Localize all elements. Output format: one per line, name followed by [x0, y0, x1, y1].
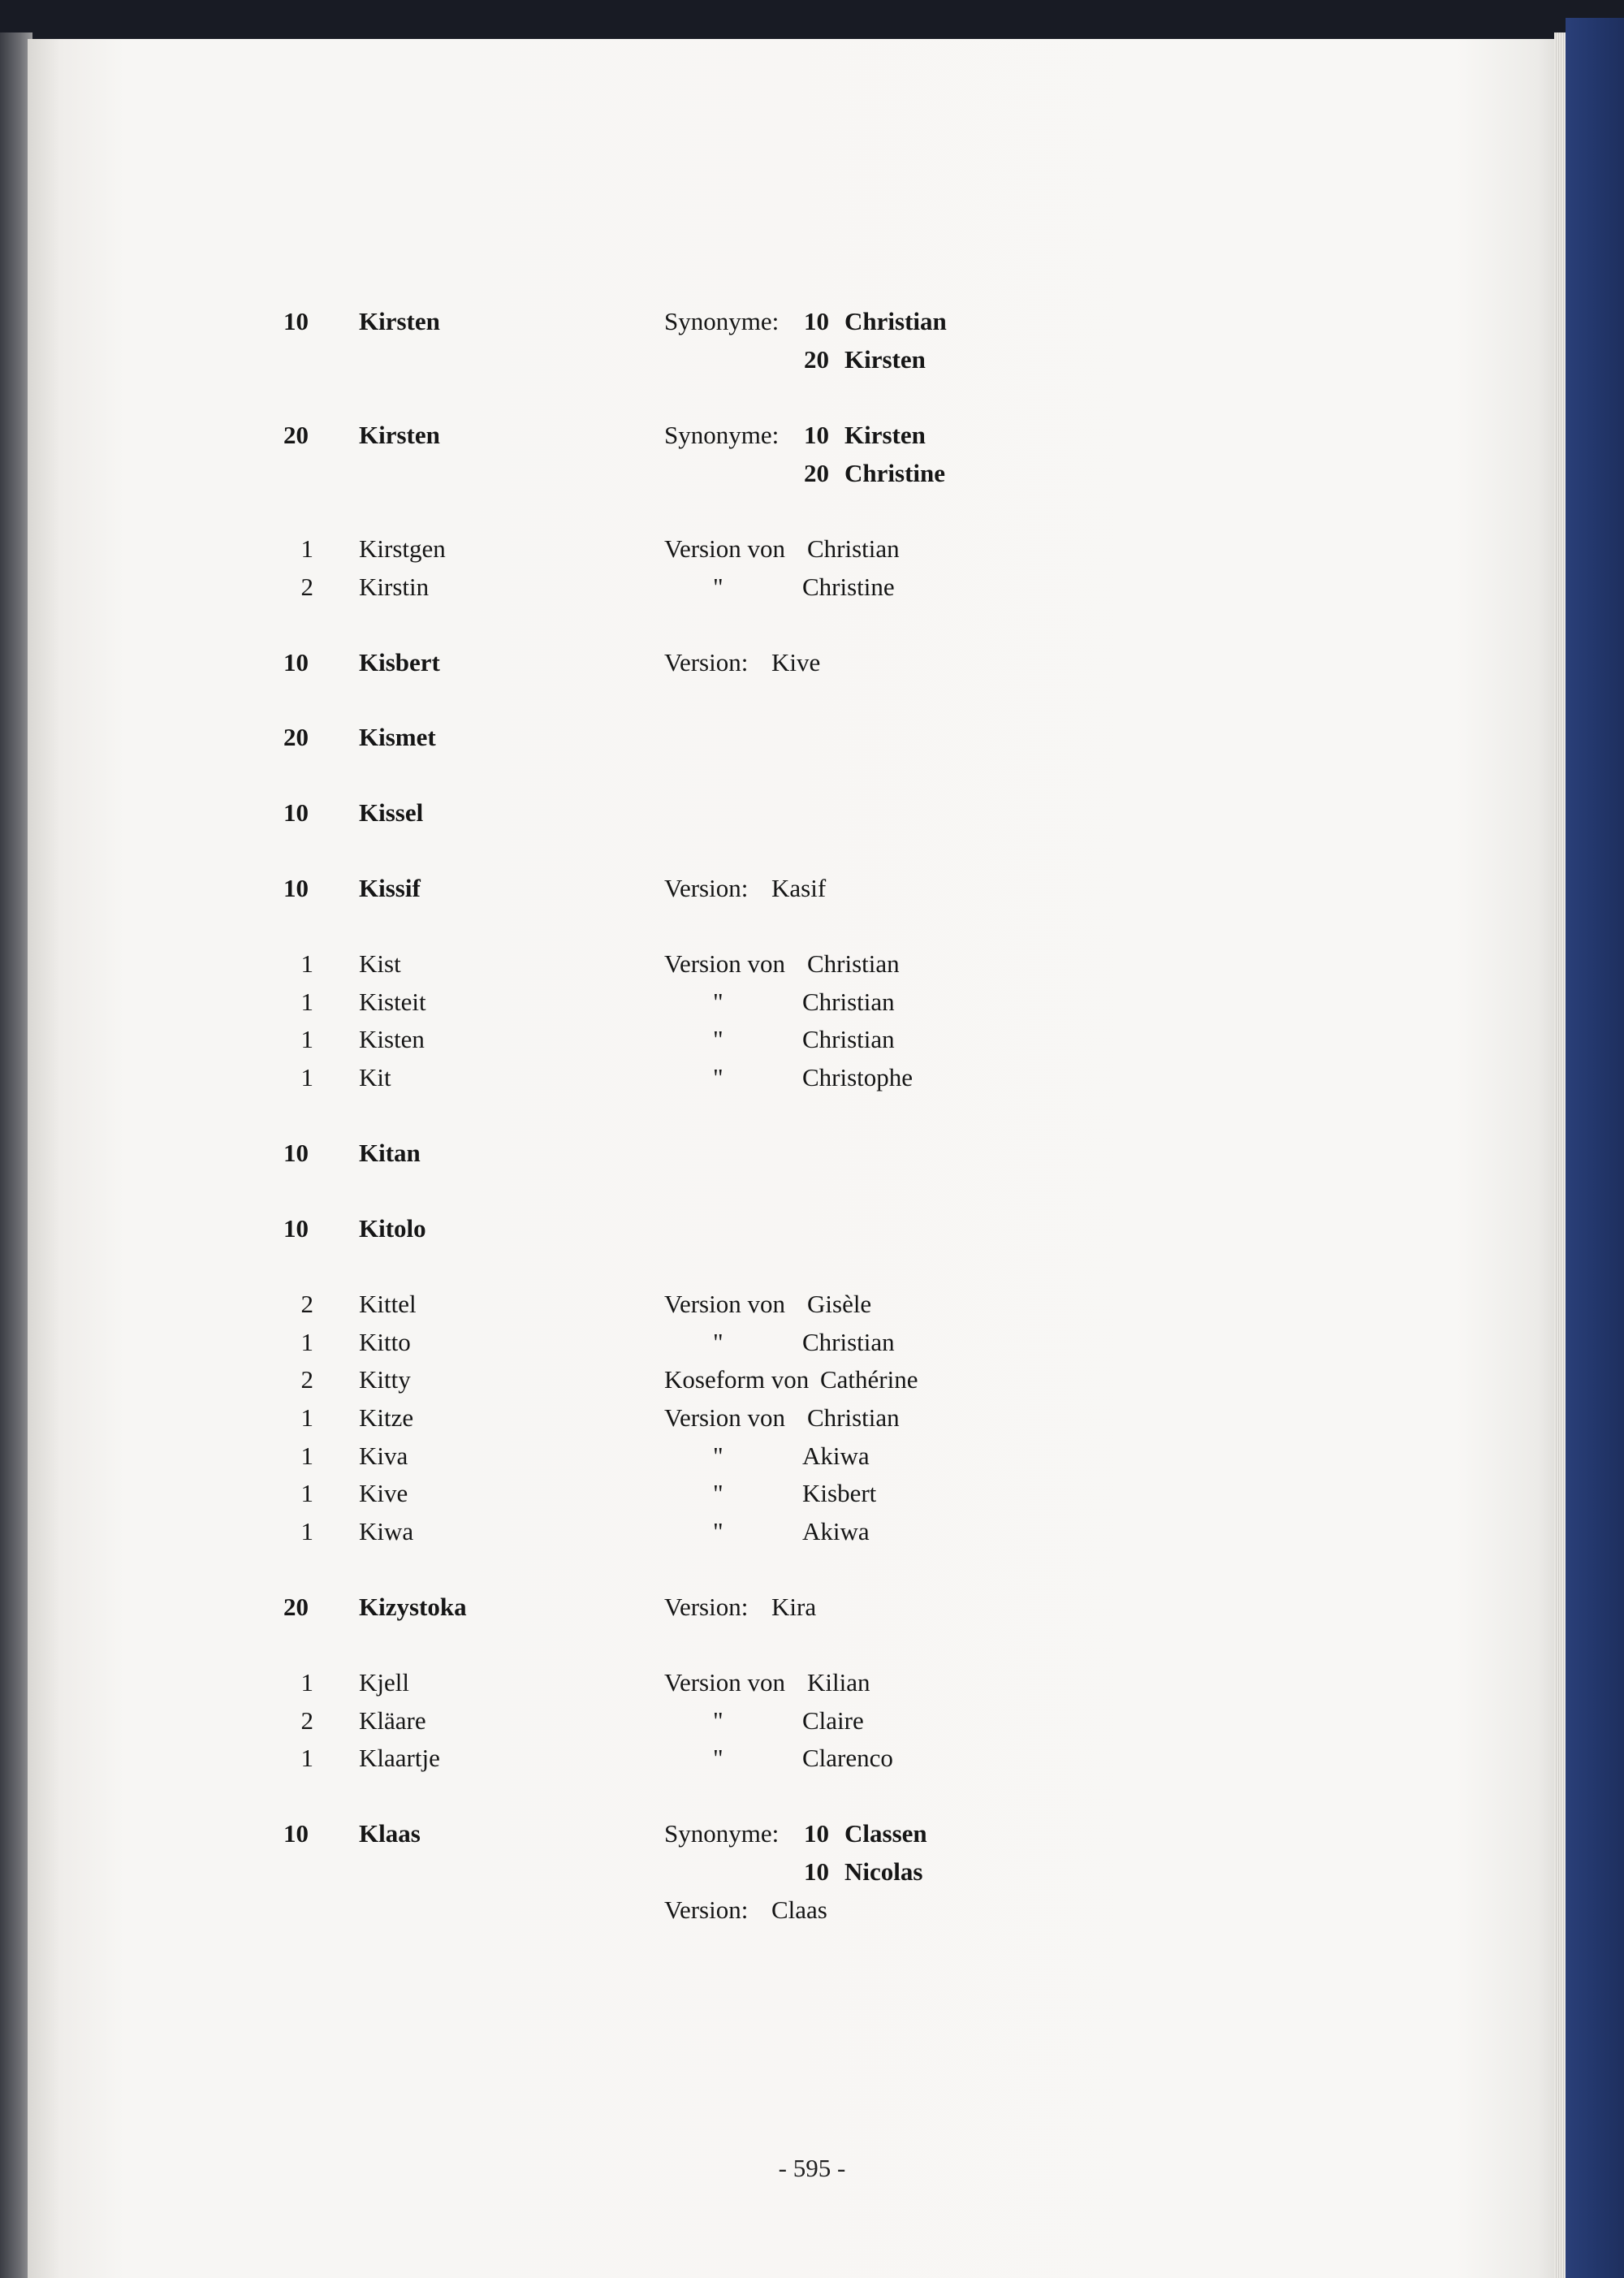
reference-target: Akiwa: [802, 1442, 870, 1470]
entry-name: Kissel: [359, 798, 424, 827]
reference-target: Clarenco: [802, 1744, 893, 1772]
reference-target: Christian: [802, 1328, 895, 1356]
entry-frequency: 1: [300, 1479, 313, 1507]
reference-prefix: Version:: [664, 1895, 749, 1924]
entry-frequency: 10: [283, 798, 309, 827]
entry-name: Kitty: [359, 1365, 411, 1394]
index-entry: [0, 530, 1527, 568]
reference-target: Christophe: [802, 1063, 914, 1091]
index-entry: [0, 1210, 1527, 1247]
reference-frequency: 10: [804, 1819, 829, 1848]
reference-frequency: 10: [804, 307, 829, 335]
index-entry: [0, 1135, 1527, 1172]
entry-frequency: 2: [300, 1365, 313, 1394]
reference-prefix: Version:: [664, 874, 749, 902]
reference-target: Christine: [844, 459, 945, 487]
index-entry: [0, 1399, 1527, 1437]
index-entry: [0, 719, 1527, 756]
reference-prefix: Synonyme:: [664, 421, 780, 449]
entry-name: Kirstin: [359, 573, 430, 601]
entry-name: Kive: [359, 1479, 408, 1507]
reference-target: Claire: [802, 1706, 864, 1735]
entry-name: Kitolo: [359, 1214, 426, 1243]
entry-name: Kirstgen: [359, 534, 446, 563]
index-entry: [0, 1286, 1527, 1323]
entry-frequency: 1: [300, 1442, 313, 1470]
reference-prefix: Koseform von: [664, 1365, 810, 1394]
reference-prefix: ": [713, 988, 723, 1016]
entry-frequency: 1: [300, 949, 313, 978]
page-number: - 595 -: [778, 2154, 846, 2182]
entry-frequency: 10: [283, 874, 309, 902]
reference-prefix: ": [713, 1706, 723, 1735]
entry-frequency: 1: [300, 1668, 313, 1697]
index-entry: [0, 983, 1527, 1021]
entry-name: Klaas: [359, 1819, 421, 1848]
entry-frequency: 20: [283, 723, 309, 751]
index-entry: [0, 945, 1527, 983]
reference-target: Christian: [802, 988, 895, 1016]
reference-prefix: ": [713, 1744, 723, 1772]
reference-prefix: ": [713, 1479, 723, 1507]
reference-prefix: Version von: [664, 1403, 785, 1432]
entry-name: Klaartje: [359, 1744, 440, 1772]
index-entry: [0, 1475, 1527, 1512]
index-entry: [0, 794, 1527, 832]
index-entry: [0, 303, 1527, 374]
reference-target: Kisbert: [802, 1479, 877, 1507]
index-entry: [0, 1702, 1527, 1740]
entry-name: Kiva: [359, 1442, 408, 1470]
entry-name: Kisbert: [359, 648, 440, 676]
entry-frequency: 1: [300, 1403, 313, 1432]
entry-frequency: 2: [300, 1706, 313, 1735]
entry-frequency: 10: [283, 1139, 309, 1167]
index-entry: [0, 568, 1527, 606]
reference-target: Claas: [771, 1895, 827, 1924]
reference-target: Classen: [844, 1819, 927, 1848]
entry-name: Kittel: [359, 1290, 417, 1318]
entry-name: Kirsten: [359, 307, 440, 335]
entry-name: Kisten: [359, 1025, 425, 1053]
reference-prefix: Version von: [664, 1668, 785, 1697]
index-entry: [0, 1437, 1527, 1475]
reference-frequency: 20: [804, 459, 829, 487]
entry-frequency: 1: [300, 534, 313, 563]
index-entry: [0, 1664, 1527, 1701]
reference-prefix: ": [713, 1517, 723, 1545]
reference-prefix: Version:: [664, 648, 749, 676]
entry-frequency: 10: [283, 307, 309, 335]
reference-frequency: 20: [804, 345, 829, 374]
index-entry: [0, 1059, 1527, 1096]
reference-target: Christine: [802, 573, 895, 601]
reference-target: Akiwa: [802, 1517, 870, 1545]
reference-prefix: Version von: [664, 534, 785, 563]
reference-prefix: ": [713, 1025, 723, 1053]
index-entry: [0, 1815, 1527, 1924]
reference-prefix: ": [713, 1063, 723, 1091]
reference-target: Kirsten: [844, 345, 926, 374]
index-entry: [0, 1021, 1527, 1058]
reference-prefix: ": [713, 573, 723, 601]
reference-target: Gisèle: [807, 1290, 872, 1318]
reference-prefix: Synonyme:: [664, 1819, 780, 1848]
entry-frequency: 10: [283, 648, 309, 676]
reference-prefix: Version:: [664, 1593, 749, 1621]
reference-target: Kira: [771, 1593, 817, 1621]
entry-frequency: 2: [300, 573, 313, 601]
reference-prefix: ": [713, 1442, 723, 1470]
entry-name: Kläare: [359, 1706, 426, 1735]
entry-frequency: 1: [300, 1063, 313, 1091]
entry-frequency: 1: [300, 1744, 313, 1772]
reference-target: Kasif: [771, 874, 827, 902]
reference-target: Nicolas: [844, 1857, 923, 1886]
reference-target: Kive: [771, 648, 821, 676]
reference-target: Kirsten: [844, 421, 926, 449]
reference-target: Christian: [802, 1025, 895, 1053]
entry-name: Kizystoka: [359, 1593, 467, 1621]
index-entry: [0, 644, 1527, 681]
index-entry: [0, 417, 1527, 487]
entry-name: Kitze: [359, 1403, 414, 1432]
index-entry: [0, 1361, 1527, 1398]
entry-name: Kiwa: [359, 1517, 414, 1545]
entry-frequency: 1: [300, 1517, 313, 1545]
entry-name: Kitan: [359, 1139, 421, 1167]
reference-target: Christian: [807, 534, 900, 563]
index-entry: [0, 1589, 1527, 1626]
reference-prefix: ": [713, 1328, 723, 1356]
reference-frequency: 10: [804, 421, 829, 449]
reference-prefix: Version von: [664, 949, 785, 978]
reference-prefix: Synonyme:: [664, 307, 780, 335]
index-entry: [0, 1513, 1527, 1550]
entry-name: Kismet: [359, 723, 436, 751]
entry-frequency: 10: [283, 1214, 309, 1243]
entry-name: Kit: [359, 1063, 391, 1091]
entry-frequency: 20: [283, 1593, 309, 1621]
entry-frequency: 1: [300, 1025, 313, 1053]
index-entry: [0, 1740, 1527, 1777]
entry-frequency: 1: [300, 1328, 313, 1356]
reference-target: Christian: [807, 1403, 900, 1432]
entry-frequency: 20: [283, 421, 309, 449]
reference-target: Kilian: [807, 1668, 870, 1697]
reference-prefix: Version von: [664, 1290, 785, 1318]
index-entry: [0, 870, 1527, 907]
entry-frequency: 1: [300, 988, 313, 1016]
reference-target: Cathérine: [820, 1365, 918, 1394]
entry-name: Kist: [359, 949, 401, 978]
index-entry: [0, 1324, 1527, 1361]
entry-name: Kitto: [359, 1328, 411, 1356]
reference-frequency: 10: [804, 1857, 829, 1886]
entry-name: Kjell: [359, 1668, 409, 1697]
entry-name: Kissif: [359, 874, 421, 902]
entry-frequency: 10: [283, 1819, 309, 1848]
entry-frequency: 2: [300, 1290, 313, 1318]
entry-name: Kisteit: [359, 988, 426, 1016]
reference-target: Christian: [844, 307, 947, 335]
reference-target: Christian: [807, 949, 900, 978]
entry-name: Kirsten: [359, 421, 440, 449]
